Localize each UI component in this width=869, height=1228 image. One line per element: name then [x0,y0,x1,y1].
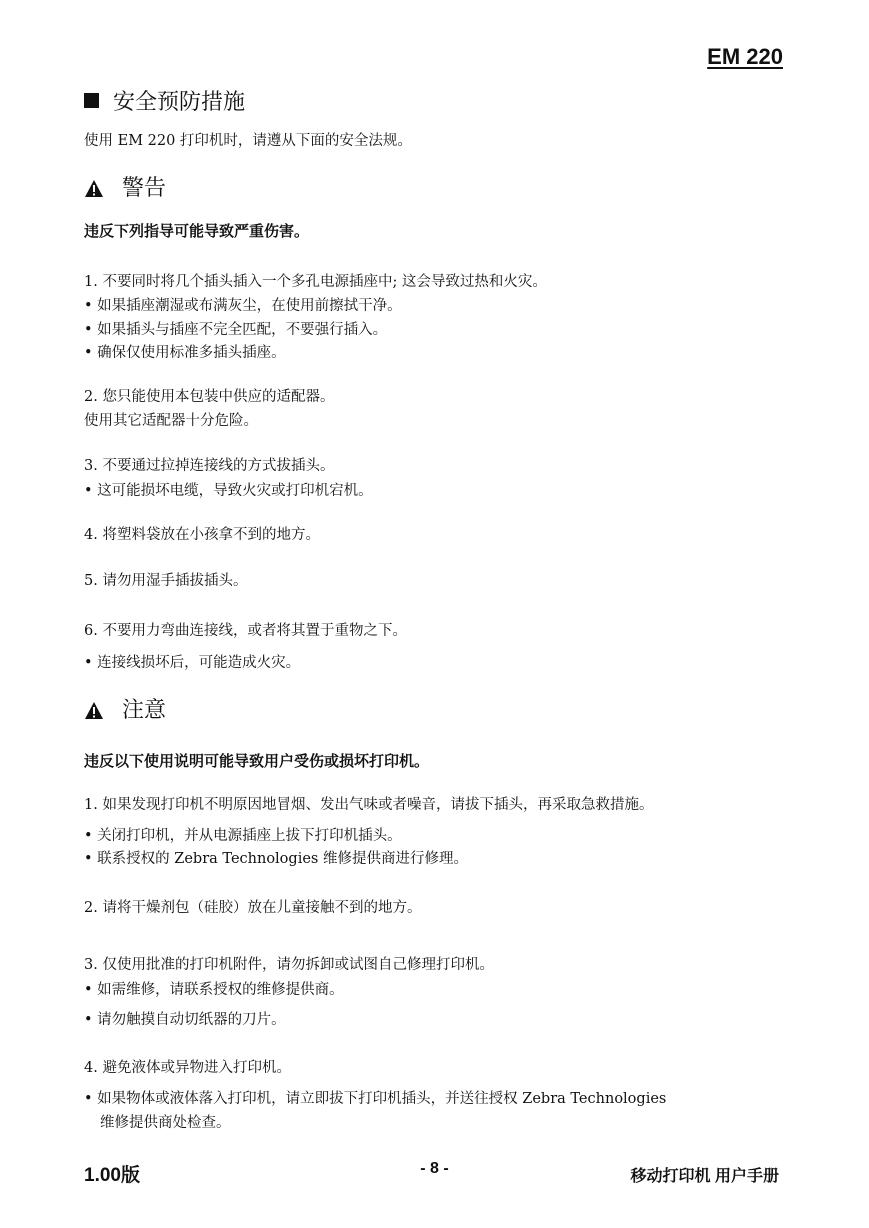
warning-item-1: 1. 不要同时将几个插头插入一个多孔电源插座中; 这会导致过热和火灾。 [84,274,547,290]
caution-item-4: 4. 避免液体或异物进入打印机。 [84,1060,291,1076]
footer-manual-title: 移动打印机 用户手册 [630,1168,779,1185]
caution-bullet: • 关闭打印机，并从电源插座上拔下打印机插头。 [84,828,402,844]
warning-heading [84,171,166,202]
caution-lead: 违反以下使用说明可能导致用户受伤或损坏打印机。 [84,752,430,770]
caution-bullet-continuation: 维修提供商处检查。 [100,1115,231,1131]
warning-title: 警告 [122,176,167,201]
caution-title: 注意 [122,698,167,723]
caution-heading [84,693,166,724]
caution-item-1: 1. 如果发现打印机不明原因地冒烟、发出气味或者噪音，请拔下插头，再采取急救措施。 [84,797,654,813]
warning-triangle-icon [84,179,104,198]
product-name: EM 220 [707,44,783,69]
warning-bullet: • 这可能损坏电缆，导致火灾或打印机宕机。 [84,483,373,499]
warning-item-2: 2. 您只能使用本包装中供应的适配器。 [84,389,335,405]
caution-item-3: 3. 仅使用批准的打印机附件，请勿拆卸或试图自己修理打印机。 [84,957,494,973]
caution-bullet: • 请勿触摸自动切纸器的刀片。 [84,1012,286,1028]
warning-lead: 违反下列指导可能导致严重伤害。 [84,222,310,240]
square-bullet-icon [84,93,99,108]
warning-bullet: • 连接线损坏后，可能造成火灾。 [84,655,301,671]
page-number: - 8 - [420,1160,449,1177]
warning-item-3: 3. 不要通过拉掉连接线的方式拔插头。 [84,458,335,474]
caution-bullet: • 如需维修，请联系授权的维修提供商。 [84,982,344,998]
caution-item-2: 2. 请将干燥剂包（硅胶）放在儿童接触不到的地方。 [84,900,422,916]
warning-item-6: 6. 不要用力弯曲连接线，或者将其置于重物之下。 [84,623,407,639]
section-title [84,85,245,116]
intro-text: 使用 EM 220 打印机时，请遵从下面的安全法规。 [84,133,412,149]
warning-item-2-note: 使用其它适配器十分危险。 [84,413,258,429]
warning-bullet: • 如果插头与插座不完全匹配，不要强行插入。 [84,322,388,338]
warning-bullet: • 如果插座潮湿或布满灰尘，在使用前擦拭干净。 [84,298,402,314]
warning-item-5: 5. 请勿用湿手插拔插头。 [84,573,248,589]
caution-bullet: • 联系授权的 Zebra Technologies 维修提供商进行修理。 [84,851,468,867]
caution-triangle-icon [84,701,104,720]
warning-item-4: 4. 将塑料袋放在小孩拿不到的地方。 [84,527,320,543]
footer-version: 1.00版 [84,1165,140,1186]
caution-bullet: • 如果物体或液体落入打印机，请立即拔下打印机插头，并送往授权 Zebra Technologies [84,1091,667,1107]
warning-bullet: • 确保仅使用标准多插头插座。 [84,345,286,361]
section-title-text: 安全预防措施 [113,90,246,115]
